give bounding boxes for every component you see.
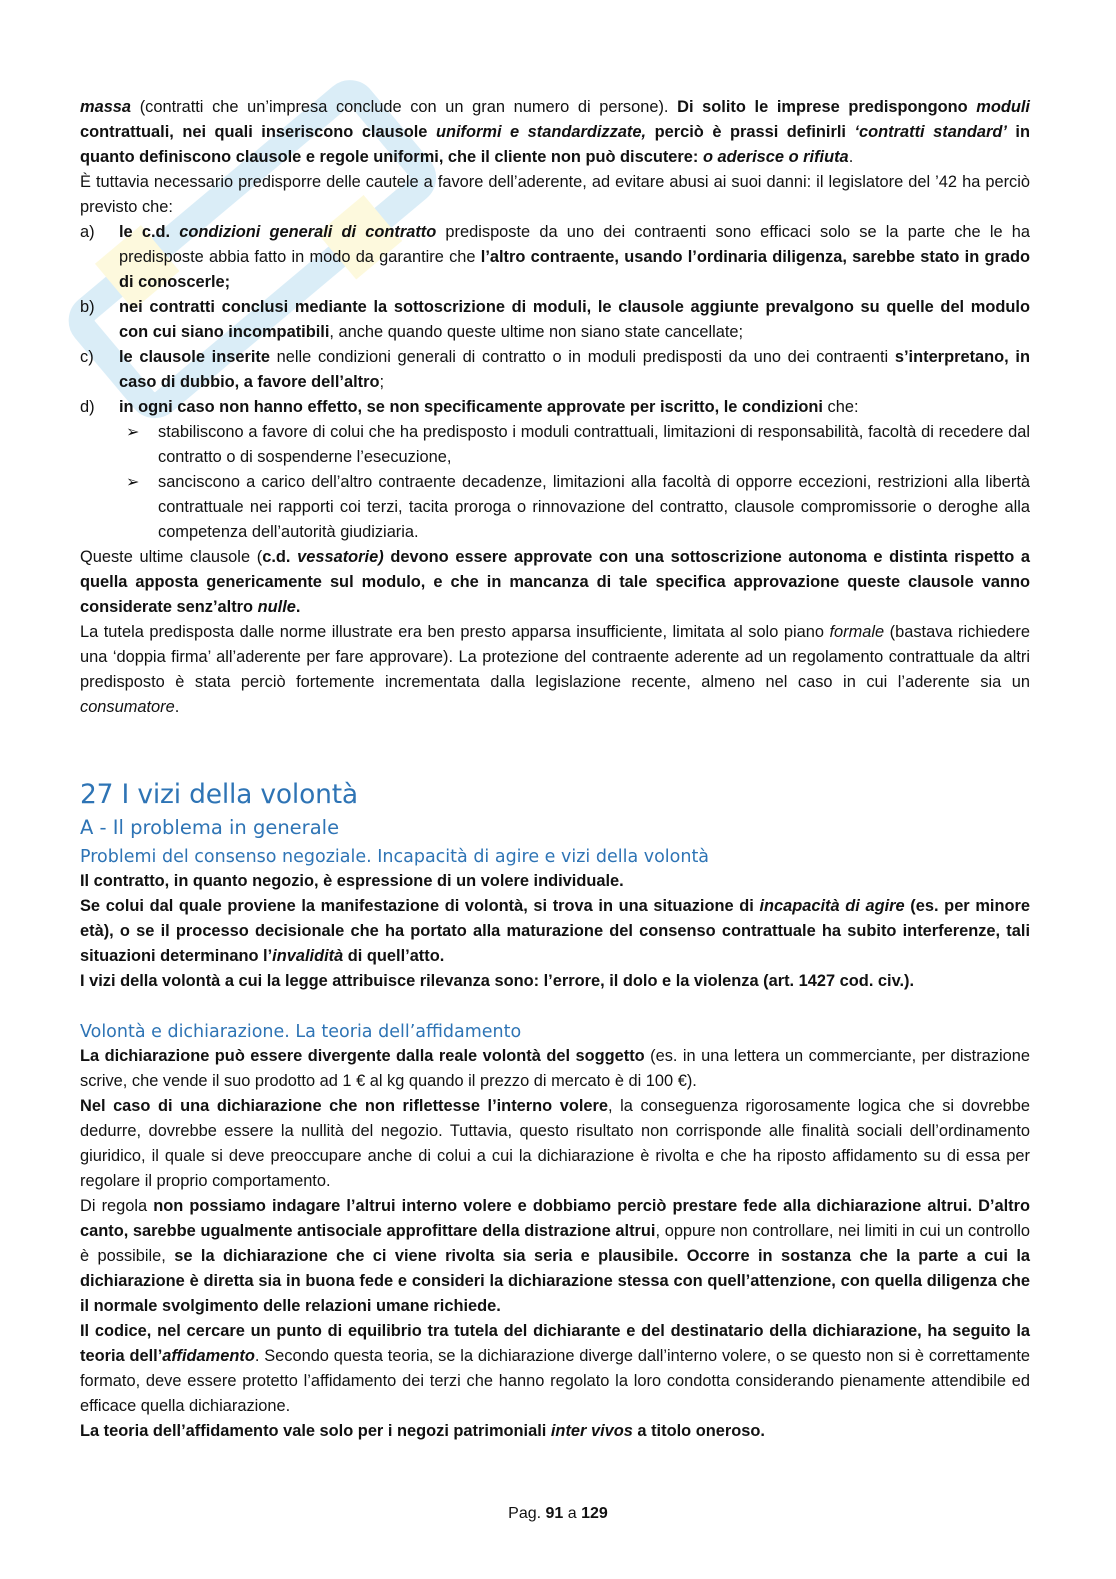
sub-list-item: ➢ stabiliscono a favore di colui che ha predisposto i moduli contrattuali, limitazioni di responsabilità, facoltà di recedere dal contratto o di sospenderne l’esecuzione, — [119, 420, 1030, 470]
section-paragraph-2: Se colui dal quale proviene la manifestazione di volontà, si trova in una situazione di incapacità di agire (es. per minore età), o se il processo decisionale che ha portato alla maturazione del consenso contrattuale ha subito interferenze, tali situazioni determinano l’invalidità di quell’atto. — [80, 897, 1030, 965]
section-paragraph-1: Il contratto, in quanto negozio, è espressione di un volere individuale. — [80, 872, 624, 890]
list-marker: a) — [80, 223, 95, 241]
theory-paragraph-1: La dichiarazione può essere divergente dalla reale volontà del soggetto (es. in una lettera un commerciante, per distrazione scrive, che vende il suo prodotto ad 1 € al kg quando il prezzo di mercato è di 100 €). — [80, 1047, 1030, 1090]
chapter-title: 27 I vizi della volontà — [80, 779, 358, 810]
vessatorie-paragraph: Queste ultime clausole (c.d. vessatorie) devono essere approvate con una sottoscrizione autonoma e distinta rispetto a quella apposta genericamente sul modulo, e che in mancanza di tale specifica approvazione queste clausole vanno considerate senz’altro nulle. — [80, 548, 1031, 616]
theory-paragraph-5: La teoria dell’affidamento vale solo per i negozi patrimoniali inter vivos a titolo oneroso. — [80, 1422, 765, 1440]
arrow-bullet-icon: ➢ — [126, 424, 140, 441]
intro-paragraph-2: È tuttavia necessario predisporre delle cautele a favore dell’aderente, ad evitare abusi ai suoi danni: il legislatore del ’42 ha perciò previsto che: — [80, 173, 1030, 216]
total-pages: 129 — [581, 1505, 608, 1522]
list-item-c: c) le clausole inserite nelle condizioni generali di contratto o in moduli predisposti da uno dei contraenti s’interpretano, in caso di dubbio, a favore dell’altro; — [80, 345, 1030, 395]
tutela-paragraph: La tutela predisposta dalle norme illustrate era ben presto apparsa insufficiente, limitata al solo piano formale (bastava richiedere una ‘doppia firma’ all’aderente per fare approvare). La protezione del contraente aderente ad un regolamento contrattuale da altri predisposto è stata perciò fortemente incrementata dalla legislazione recente, almeno nel caso in cui l’aderente sia un consumatore. — [80, 623, 1031, 716]
intro-paragraph-1: massa (contratti che un’impresa conclude con un gran numero di persone). Di solito le imprese predispongono moduli contrattuali, nei quali inseriscono clausole uniformi e standardizzate, perciò è prassi definirli ‘contratti standard’ in quanto definiscono clausole e regole uniformi, che il cliente non può discutere: o aderisce o rifiuta. — [80, 98, 1030, 166]
list-marker: d) — [80, 398, 95, 416]
list-marker: b) — [80, 298, 95, 316]
list-item-a: a) le c.d. condizioni generali di contratto predisposte da uno dei contraenti sono efficaci solo se la parte che le ha predisposte abbia fatto in modo da garantire che l’altro contraente, usando l’ordinaria diligenza, sarebbe stato in grado di conoscerle; — [80, 220, 1030, 295]
list-marker: c) — [80, 348, 94, 366]
page-number: 91 — [545, 1505, 564, 1522]
section-title: A - Il problema in generale — [80, 816, 340, 839]
theory-paragraph-3: Di regola non possiamo indagare l’altrui interno volere e dobbiamo perciò prestare fede alla dichiarazione altrui. D’altro canto, sarebbe ugualmente antisociale approfittare della distrazione altrui, oppure non controllare, nei limiti in cui un controllo è possibile, se la dichiarazione che ci viene rivolta sia seria e plausibile. Occorre in sostanza che la parte a cui la dichiarazione è diretta sia in buona fede e consideri la dichiarazione stessa con quell’attenzione, con quella diligenza che il normale svolgimento delle relazioni umane richiede. — [80, 1197, 1030, 1315]
footer-prefix: Pag. — [508, 1505, 546, 1522]
subsection-title-1: Problemi del consenso negoziale. Incapacità di agire e vizi della volontà — [80, 847, 710, 867]
theory-paragraph-4: Il codice, nel cercare un punto di equilibrio tra tutela del dichiarante e del destinatario della dichiarazione, ha seguito la teoria dell’affidamento. Secondo questa teoria, se la dichiarazione diverge dall’interno volere, o se questo non si è correttamente formato, deve essere protetto l’affidamento dei terzi che hanno regolato la loro condotta considerando pienamente attendibile ed efficace quella dichiarazione. — [80, 1322, 1030, 1415]
subsection-title-2: Volontà e dichiarazione. La teoria dell’affidamento — [80, 1022, 522, 1042]
arrow-bullet-icon: ➢ — [126, 474, 140, 491]
sub-list — [119, 420, 1030, 545]
section-paragraph-3: I vizi della volontà a cui la legge attribuisce rilevanza sono: l’errore, il dolo e la violenza (art. 1427 cod. civ.). — [80, 972, 915, 990]
theory-paragraph-2: Nel caso di una dichiarazione che non riflettesse l’interno volere, la conseguenza rigorosamente logica che si dovrebbe dedurre, dovrebbe essere la nullità del negozio. Tuttavia, questo risultato non corrisponde alle finalità sociali dell’ordinamento giuridico, il quale si deve preoccupare anche di colui a cui la dichiarazione è rivolta e che ha riposto affidamento su di essa per regolare il proprio comportamento. — [80, 1097, 1030, 1190]
footer-separator: a — [563, 1505, 582, 1522]
document-page — [80, 95, 1030, 1444]
page-footer — [0, 1505, 1116, 1523]
list-item-d: d) in ogni caso non hanno effetto, se non specificamente approvate per iscritto, le condizioni che: ➢ stabiliscono a favore di colui che ha predisposto i moduli contrattuali, limitazioni di responsabilità, facoltà di recedere dal contratto o di sospenderne l’esecuzione, ➢ sanciscono a carico dell’altro contraente decadenze, limitazioni alla facoltà di opporre eccezioni, restrizioni alla libertà contrattuale nei rapporti coi terzi, tacita proroga o rinnovazione del contratto, clausole compromissorie o deroghe alla competenza dell’autorità giudiziaria. — [80, 395, 1030, 545]
list-item-b: b) nei contratti conclusi mediante la sottoscrizione di moduli, le clausole aggiunte prevalgono su quelle del modulo con cui siano incompatibili, anche quando queste ultime non siano state cancellate; — [80, 295, 1030, 345]
conditions-list — [80, 220, 1030, 545]
sub-list-item: ➢ sanciscono a carico dell’altro contraente decadenze, limitazioni alla facoltà di opporre eccezioni, restrizioni alla libertà contrattuale nei rapporti coi terzi, tacita proroga o rinnovazione del contratto, clausole compromissorie o deroghe alla competenza dell’autorità giudiziaria. — [119, 470, 1030, 545]
